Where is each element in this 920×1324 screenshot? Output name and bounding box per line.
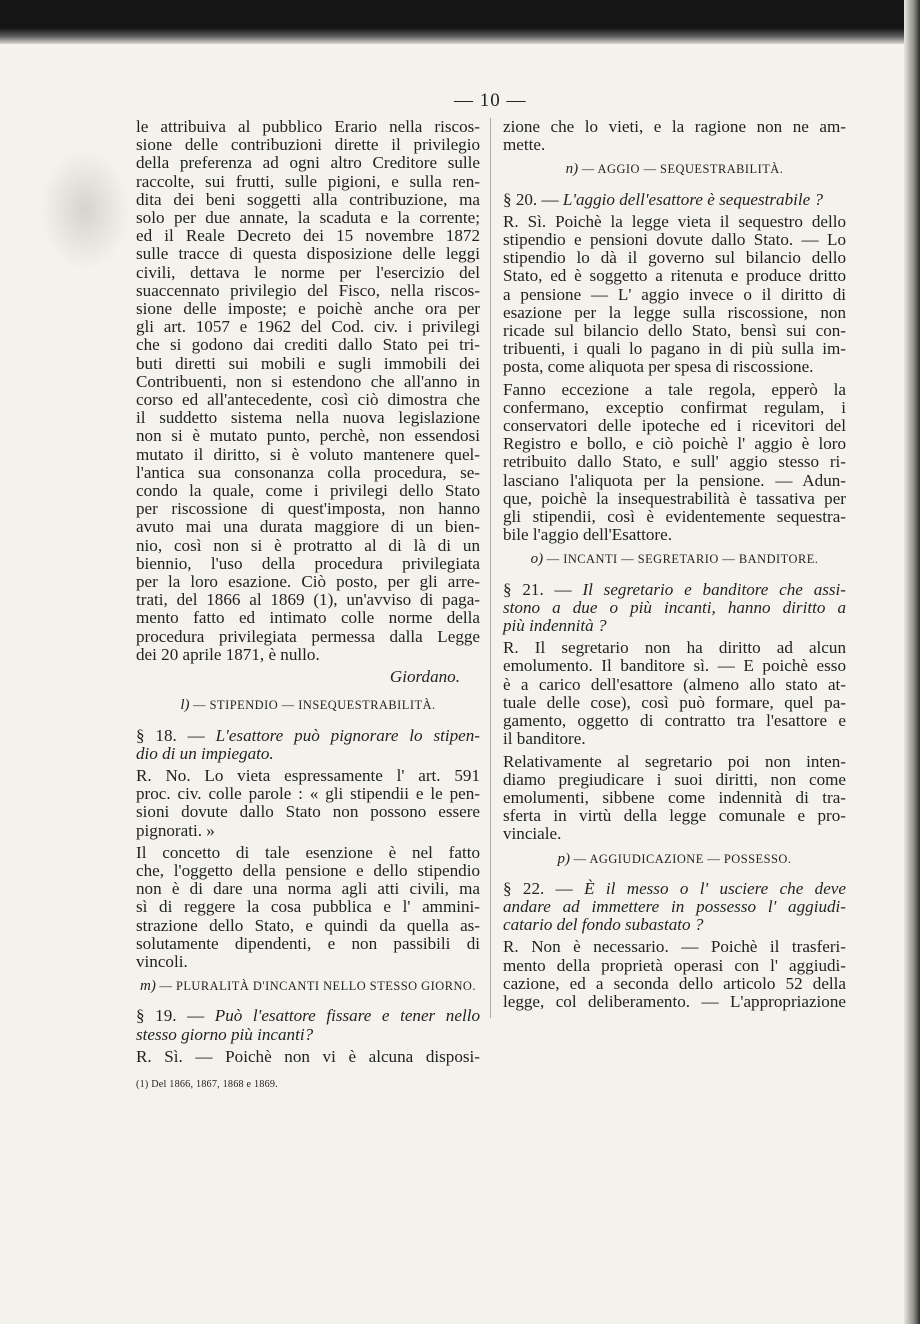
- text-line: sione delle imposte; e poichè anche ora per: [136, 299, 480, 319]
- text-line: civili, dettava le norme per l'esercizio del: [136, 262, 480, 282]
- section-number: § 19. —: [136, 1006, 205, 1026]
- text-line: condo la quale, come i privilegi dello Stato: [136, 481, 480, 501]
- text-line: R. Sì. — Poichè non vi è alcuna disposi-: [136, 1046, 480, 1066]
- text-line: della preferenza ad ogni altro Creditore sulle: [136, 153, 480, 173]
- text-line: Stato, ed è soggetto a ritenuta e produce dritto: [503, 266, 846, 286]
- text-line: buti diretti sui mobili e sugli immobili dei: [136, 353, 480, 373]
- question-line: [503, 191, 846, 209]
- section-heading-m: [136, 977, 480, 995]
- text-line: legge, col deliberamento. — L'appropriazione: [503, 991, 846, 1011]
- section-number: § 21. —: [503, 579, 572, 599]
- text-line: sì di reggere la cosa pubblica e l' ammini-: [136, 897, 480, 917]
- text-line: a pensione — L' aggio invece o il diritto di: [503, 284, 846, 304]
- heading-text: — AGGIUDICAZIONE — POSSESSO.: [573, 851, 792, 866]
- heading-text: — STIPENDIO — INSEQUESTRABILITÀ.: [193, 698, 436, 713]
- right-column: [503, 118, 846, 1015]
- text-line: mutato il diritto, si è voluto mantenere quel-: [136, 444, 480, 464]
- text-line: conservatori delle ipoteche ed i ricevitori del: [503, 416, 846, 436]
- text-line: dita dei beni soggetti alla contribuzione, ma: [136, 189, 480, 209]
- text-line: le attribuiva al pubblico Erario nella riscos-: [136, 117, 480, 136]
- text-line: che si godono dai crediti dallo Stato pei tri-: [136, 335, 480, 355]
- question-20: [503, 191, 846, 209]
- column-divider: [490, 118, 491, 1018]
- text-line: Contribuenti, non si estendono che all'anno in: [136, 371, 480, 391]
- text-line: suaccennato privilegio del Fisco, nella riscos-: [136, 280, 480, 300]
- question-line: [503, 880, 846, 898]
- heading-letter: o): [530, 551, 544, 568]
- text-line: non si è mutato punto, perchè, non essendosi: [136, 426, 480, 446]
- text-line: non è di dare una norma agli atti civili, ma: [136, 879, 480, 899]
- question-text: È il messo o l' usciere che deve: [584, 878, 846, 898]
- text-line: gli art. 1057 e 1962 del Cod. civ. i privilegi: [136, 317, 480, 337]
- text-line: Fanno eccezione a tale regola, epperò la: [503, 379, 846, 399]
- paragraph: [136, 118, 480, 664]
- text-line: sione delle contribuzioni dirette il privilegio: [136, 135, 480, 155]
- text-line: che, l'oggetto della pensione e dello stipendio: [136, 860, 480, 880]
- text-line: biennio, l'uso della procedura privilegiata: [136, 553, 480, 573]
- text-line: diamo pregiudicare i suoi diritti, non come: [503, 769, 846, 789]
- section-heading-n: [503, 160, 846, 178]
- question-text: più indennità ?: [503, 616, 607, 636]
- heading-letter: n): [565, 161, 579, 178]
- text-line: avuto mai una durata maggiore di un bien-: [136, 517, 480, 537]
- left-column: [136, 118, 480, 1094]
- text-line: R. No. Lo vieta espressamente l' art. 591: [136, 765, 480, 785]
- text-line: lasciano l'aliquota per la pensione. — Adun-: [503, 470, 846, 490]
- page-number: — 10 —: [454, 90, 527, 111]
- paragraph-continuation: [503, 118, 846, 154]
- question-text: L'esattore può pignorare lo stipen-: [215, 725, 480, 745]
- paper-stain: [40, 150, 130, 270]
- text-line: tribuenti, i quali lo pagano in di più sulla im-: [503, 339, 846, 359]
- text-line: que, poichè la insequestrabilità è tassativa per: [503, 488, 846, 508]
- text-line: gli stipendii, così è evidentemente sequestra-: [503, 507, 846, 527]
- question-text: Il segretario e banditore che assi-: [582, 579, 846, 599]
- section-heading-o: [503, 550, 846, 568]
- question-line: [503, 916, 846, 934]
- text-line: Registro e bollo, e ciò poichè l' aggio è loro: [503, 434, 846, 454]
- answer-19: [136, 1048, 480, 1066]
- question-18: [136, 727, 480, 763]
- text-line: bile l'aggio dell'Esattore.: [503, 525, 672, 545]
- text-line: confermano, exceptio confirmat regulam, i: [503, 397, 846, 417]
- text-line: cazione, ed a seconda dello articolo 52 della: [503, 973, 846, 993]
- question-text: stesso giorno più incanti?: [136, 1024, 314, 1044]
- question-22: [503, 880, 846, 935]
- text-line: solo per due annate, la scaduta e la corrente;: [136, 208, 480, 228]
- heading-letter: p): [557, 850, 571, 867]
- text-line: l'antica sua consonanza colla procedura, se-: [136, 462, 480, 482]
- text-line: corso ed all'antecedente, così ciò dimostra che: [136, 390, 480, 410]
- text-line: mento della proprietà operasi con l' aggiudi-: [503, 955, 846, 975]
- text-line: mette.: [503, 135, 546, 155]
- question-line: [136, 1026, 480, 1044]
- text-line: Relativamente al segretario poi non inten-: [503, 751, 846, 771]
- text-line: vincoli.: [136, 951, 188, 971]
- text-line: emolumenti, sibbene come indennità di tra-: [503, 787, 846, 807]
- text-line: sulle tracce di questa disposizione delle leggi: [136, 244, 480, 264]
- question-line: [136, 727, 480, 745]
- question-text: stono a due o più incanti, hanno diritto a: [503, 597, 846, 617]
- question-line: [503, 599, 846, 617]
- question-line: [136, 1007, 480, 1025]
- text-line: R. Non è necessario. — Poichè il trasferi-: [503, 937, 846, 957]
- section-heading-l: [136, 696, 480, 714]
- text-line: posta, come aliquota per spesa di riscossione.: [503, 357, 814, 377]
- paragraph: [503, 753, 846, 844]
- question-line: [503, 581, 846, 599]
- question-text: L'aggio dell'esattore è sequestrabile ?: [562, 189, 824, 209]
- text-line: trati, del 1866 al 1869 (1), un'avviso di paga-: [136, 590, 480, 610]
- heading-letter: l): [180, 697, 190, 714]
- answer-20: [503, 213, 846, 377]
- text-line: per riscossione di quest'imposta, non hanno: [136, 499, 480, 519]
- text-line: dei 20 aprile 1871, è nullo.: [136, 644, 320, 664]
- heading-text: — PLURALITÀ D'INCANTI NELLO STESSO GIORNO.: [159, 979, 476, 994]
- signature: Giordano.: [389, 667, 460, 687]
- scan-top-border: [0, 0, 920, 44]
- text-line: stipendio lo dà il governo sul bilancio dello: [503, 248, 846, 268]
- section-number: § 18. —: [136, 725, 205, 745]
- text-line: R. Il segretario non ha diritto ad alcun: [503, 638, 846, 658]
- text-line: gamento, oggetto di contratto tra l'esattore e: [503, 711, 846, 731]
- text-line: solutamente dipendenti, e non passibili di: [136, 933, 480, 953]
- question-text: dio di un impiegato.: [136, 743, 274, 763]
- answer-21: [503, 639, 846, 748]
- text-line: stipendio e pensioni dovute dallo Stato. — Lo: [503, 230, 846, 250]
- heading-letter: m): [140, 978, 156, 995]
- section-heading-p: [503, 850, 846, 868]
- text-line: tuale delle cose), così può formare, quel pa-: [503, 692, 846, 712]
- text-line: il banditore.: [503, 729, 586, 749]
- scan-right-border: [904, 0, 920, 1324]
- text-line: nio, così non si è protratto al di là di un: [136, 535, 480, 555]
- text-line: vinciale.: [503, 824, 562, 844]
- heading-text: — INCANTI — SEGRETARIO — BANDITORE.: [546, 552, 819, 567]
- text-line: ed il Reale Decreto dei 15 novembre 1872: [136, 226, 480, 246]
- section-number: § 20. —: [503, 189, 559, 209]
- footnote: (1) Del 1866, 1867, 1868 e 1869.: [136, 1078, 278, 1090]
- text-line: ricade sul bilancio dello Stato, bensì sui con-: [503, 321, 846, 341]
- question-text: andare ad immettere in possesso l' aggiudi-: [503, 896, 846, 916]
- question-text: Può l'esattore fissare e tener nello: [214, 1006, 480, 1026]
- text-line: per la loro esazione. Ciò posto, per gli arre-: [136, 572, 480, 592]
- text-line: Il concetto di tale esenzione è nel fatto: [136, 842, 480, 862]
- section-number: § 22. —: [503, 878, 573, 898]
- text-line: R. Sì. Poichè la legge vieta il sequestro dello: [503, 211, 846, 231]
- question-21: [503, 581, 846, 636]
- text-line: raccolte, sui frutti, sulle pigioni, e sulla ren-: [136, 171, 480, 191]
- text-line: pignorati. »: [136, 820, 215, 840]
- paragraph: [136, 844, 480, 971]
- question-text: catario del fondo subastato ?: [503, 915, 704, 935]
- text-line: sferta in virtù della legge comunale e pro-: [503, 806, 846, 826]
- text-line: retribuito dallo Stato, e sull' aggio stesso ri-: [503, 452, 846, 472]
- heading-text: — AGGIO — SEQUESTRABILITÀ.: [581, 162, 784, 177]
- question-19: [136, 1007, 480, 1043]
- question-line: [136, 745, 480, 763]
- answer-18: [136, 767, 480, 840]
- text-line: è a carico dell'esattore (almeno allo stato at-: [503, 674, 846, 694]
- paragraph: [503, 381, 846, 545]
- text-line: esazione per la legge sulla riscossione, non: [503, 302, 846, 322]
- text-line: proc. civ. colle parole : « gli stipendii e le pen-: [136, 784, 480, 804]
- text-line: procedura privilegiata permessa dalla Legge: [136, 626, 480, 646]
- text-line: zione che lo vieti, e la ragione non ne am-: [503, 117, 846, 136]
- text-line: emolumento. Il banditore sì. — E poichè esso: [503, 656, 846, 676]
- text-line: il suddetto sistema nella nuova legislazione: [136, 408, 480, 428]
- text-line: strazione dello Stato, e quindi da quella as-: [136, 915, 480, 935]
- text-line: sioni dovute dallo Stato non possono essere: [136, 802, 480, 822]
- text-line: mento fatto ed intimato colle norme della: [136, 608, 480, 628]
- answer-22: [503, 938, 846, 1011]
- question-line: [503, 898, 846, 916]
- question-line: [503, 617, 846, 635]
